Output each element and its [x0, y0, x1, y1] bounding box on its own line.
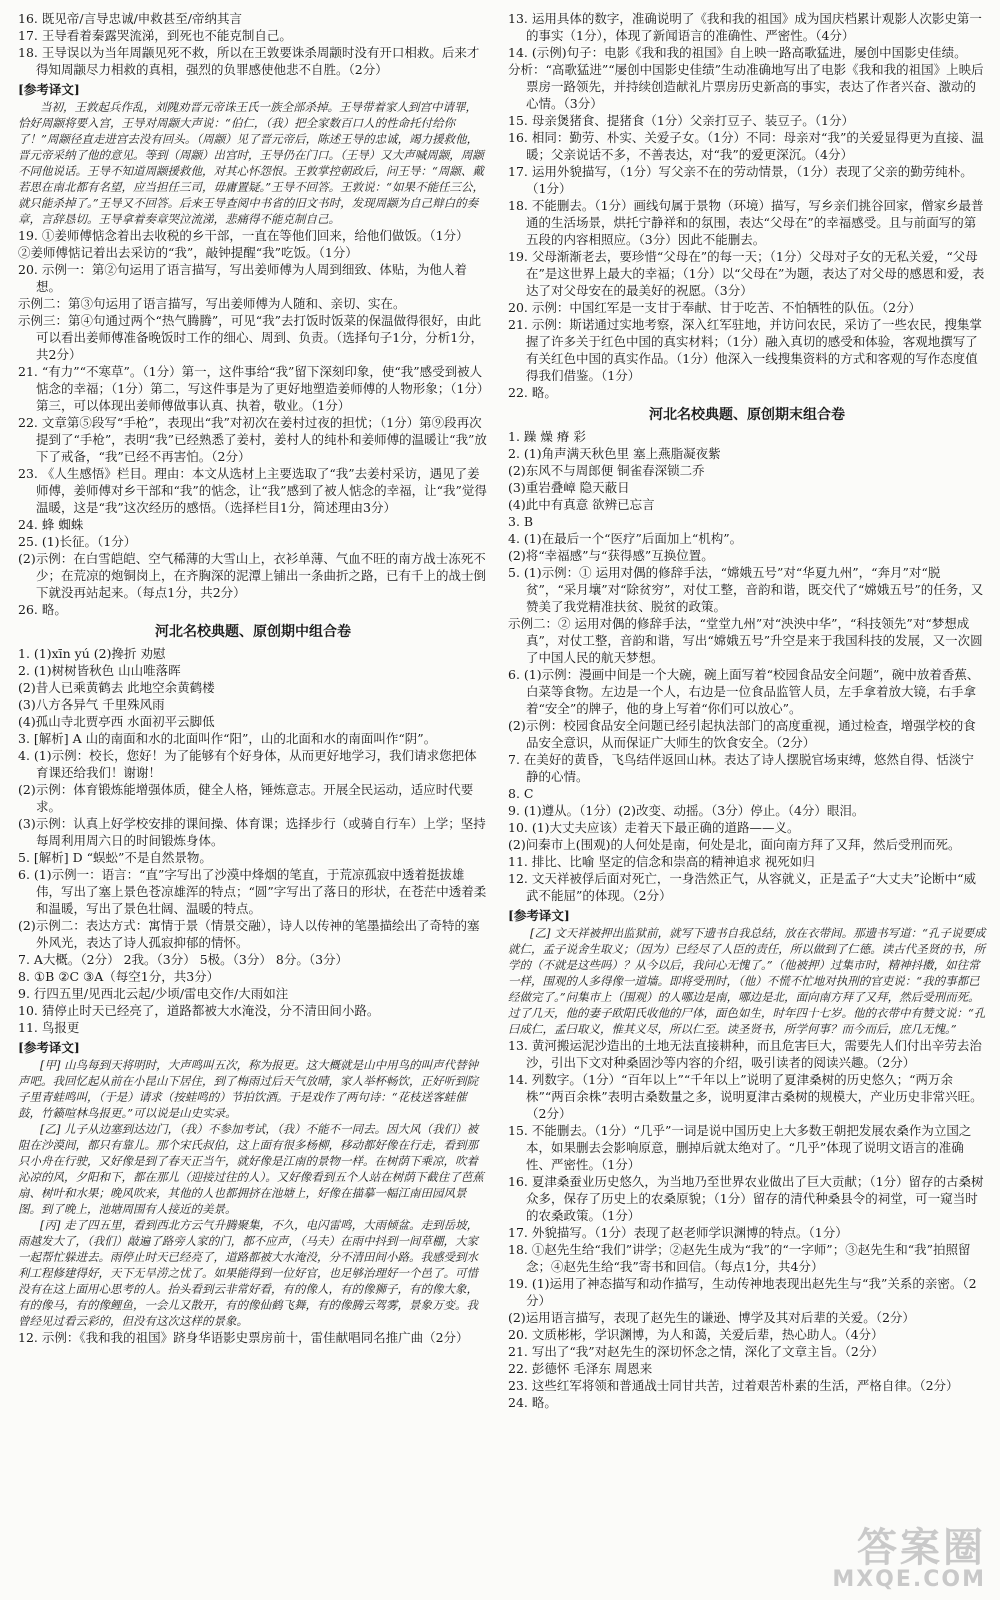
answer-item: 23. 《人生感悟》栏目。理由：本文从选材上主要选取了“我”去姜村采访，遇见了姜师傅，姜师傅对乡干部和“我”的惦念，让“我”感到了被人惦念的幸福，让“我”觉得温暖，这是“我”这次经历的感悟。（选择栏目1分，简述理由3分）: [18, 466, 487, 515]
answer-item: (2)东风不与周郎便 铜雀春深锁二乔: [508, 463, 705, 478]
answer-item: 7. A大概。（2分） 2我。（3分） 5极。（3分） 8分。（3分）: [18, 952, 349, 967]
answer-item: 17. 王导看着秦露哭流涕，到死也不能克制自己。: [18, 28, 292, 43]
watermark-line-1: 答案圈: [857, 1525, 986, 1571]
answer-item: 15. 不能删去。（1分）“几乎”一词是说中国历史上大多数王朝把发展农桑作为立国之本，如果删去会影响原意，删掉后就太绝对了。“几乎”体现了说明文语言的准确性、严密性。（1分）: [508, 1123, 972, 1172]
translation-paragraph: [甲] 山鸟每到天将明时，大声鸣叫五次，称为报更。这大概就是山中用鸟的叫声代替钟声吧。我回忆起从前在小昆山下居住，到了梅雨过后天气放晴，家人举杯畅饮，正好听到院子里青蛙鸣叫，（于是）请求（按蛙鸣的）节拍饮酒。于是戏作了两句诗：“花枝送客蛙催鼓，竹籁喧林鸟报更。”可以说是山史实录。: [18, 1058, 479, 1120]
answer-item: 19. ①姜师傅惦念着出去收税的乡干部，一直在等他们回来，给他们做饭。（1分）: [18, 228, 469, 243]
answer-item: 7. 在美好的黄昏，飞鸟结伴返回山林。表达了诗人摆脱官场束缚，悠然自得、恬淡宁静的心情。: [508, 752, 974, 784]
answer-item: 8. C: [508, 786, 534, 801]
answer-item: 22. 略。: [508, 385, 557, 400]
watermark-line-2: MXQE.COM: [832, 1567, 986, 1592]
right-items-mid: [508, 428, 986, 904]
answer-item: (3)八方各异气 千里殊风雨: [18, 697, 165, 712]
answer-item: 3. B: [508, 514, 534, 529]
answer-item: 5. (1)示例：① 运用对偶的修辞手法，“嫦娥五号”对“华夏九州”，“奔月”对“脱贫”，“采月壤”对“除贫穷”，对仗工整，音韵和谐，既交代了“嫦娥五号”的任务，又赞美了我党精准扶贫、脱贫的政策。: [508, 565, 984, 614]
translation-paragraph: [乙] 儿子从边塞到达边门，（我）不参加考试，（我）不能不一同去。因大风（我们）被阻在沙漠间，都只有靠儿。那个宋氏叔伯，这上面有很多杨柳，移动都好像在行走，看到那只小舟在行驶，又好像是到了春天正当午，就好像是江南的景物一样。在树荫下乘凉，吹着沁凉的风，夕阳和下，都在那儿（迎接过往的人）。又好像看到五个人站在树荫下截住了芭蕉扇、树叶和水果；晚风吹来，其他的人也都拥挤在池塘上，好像在描摹一幅江南田园风景图。到了晚上，池塘周围有人接近的美景。: [18, 1122, 484, 1216]
answer-item: 1. 躁 燥 瘠 彩: [508, 429, 586, 444]
answer-item: 13. 黄河搬运泥沙造出的土地无法直接耕种，而且危害巨大，需要先人们付出辛劳去治沙，引出下文对种桑固沙等内容的介绍，吸引读者的阅读兴趣。（2分）: [508, 1038, 982, 1070]
answer-item: 11. 鸟报更: [18, 1020, 80, 1035]
answer-item: 21. “有力”“不寒草”。（1分）第一，这件事给“我”留下深刻印象，使“我”感受到被人惦念的幸福；（1分）第二，写这件事是为了更好地塑造姜师傅的人物形象；（1分）第三，可以体现出姜师傅做事认真、执着，敬业。（1分）: [18, 364, 484, 413]
answer-item: (3)示例：认真上好学校安排的课间操、体育课；选择步行（或骑自行车）上学；坚持每周利用周六日的时间锻炼身体。: [18, 816, 486, 848]
answer-item: 分析：“高歌猛进”“屡创中国影史佳绩”生动准确地写出了电影《我和我的祖国》上映后票房一路领先，并持续创造献礼片票房历史新高的事实，表达了作者兴奋、激动的心情。（3分）: [508, 62, 984, 111]
answer-item: (2)示例：校园食品安全问题已经引起执法部门的高度重视，通过检查，增强学校的食品安全意识，从而保证广大师生的饮食安全。（2分）: [508, 718, 976, 750]
answer-item: (4)孤山寺北贾亭西 水面初平云脚低: [18, 714, 215, 729]
answer-item: 24. 蜂 蜘蛛: [18, 517, 84, 532]
answer-item: (2)运用语言描写，表现了赵先生的谦逊、博学及其对后辈的关爱。（2分）: [508, 1310, 915, 1325]
answer-item: 20. 示例一：第②句运用了语言描写，写出姜师傅为人周到细致、体贴，为他人着想。: [18, 262, 467, 294]
right-items-top: [508, 10, 986, 401]
translation-paragraph: [丙] 走了四五里，看到西北方云气升腾聚集，不久，电闪雷鸣，大雨倾盆。走到岳坡，雨越发大了，（我们）敲遍了路旁人家的门，都不应声，（马夫）在雨中抖到一间草棚，大家一起帮忙躲进去。雨停止时天已经亮了，道路都被大水淹没，分不清田间小路。我感受到水利工程修建得好，天下无旱涝之忧了。如果能得到一位好官，也足够治理好一个邑了。可惜没有在这上面用心思考的人。抬头看到云非常好看，有的像人，有的像狮子，有的像大象，有的像马，有的像鲤鱼，一会儿又散开，有的像仙鹤飞舞，有的像腾云驾雾，景象万变。我曾经见过看云彩的，但没有这次这样的景象。: [18, 1218, 479, 1328]
left-items-top: [18, 10, 488, 78]
answer-item: 16. 相同：勤劳、朴实、关爱子女。（1分）不同：母亲对“我”的关爱显得更为直接、温暖；父亲说话不多，不善表达，对“我”的爱更深沉。（4分）: [508, 130, 984, 162]
answer-item: 10. (1)大丈夫应该）走着天下最正确的道路——义。: [508, 820, 800, 835]
answer-item: 22. 彭德怀 毛泽东 周恩来: [508, 1361, 653, 1376]
answer-item: 19. (1)运用了神态描写和动作描写，生动传神地表现出赵先生与“我”关系的亲密。（2分）: [508, 1276, 977, 1308]
answer-item: 21. 写出了“我”对赵先生的深切怀念之情，深化了文章主旨。（2分）: [508, 1344, 884, 1359]
answer-item: 20. 文质彬彬，学识渊博，为人和蔼，关爱后辈，热心助人。（4分）: [508, 1327, 884, 1342]
answer-item: 10. 猜停止时天已经亮了，道路都被大水淹没，分不清田间小路。: [18, 1003, 380, 1018]
answer-item: (2)示例：体育锻炼能增强体质，健全人格，锤炼意志。开展全民运动，适应时代要求。: [18, 782, 474, 814]
answer-item: 13. 运用具体的数字，准确说明了《我和我的祖国》成为国庆档累计观影人次影史第一的事实（1分），体现了新闻语言的准确性、严密性。（4分）: [508, 11, 982, 43]
answer-item: 14. (示例)句子：电影《我和我的祖国》自上映一路高歌猛进，屡创中国影史佳绩。: [508, 45, 967, 60]
reference-translation-paras: [18, 1057, 488, 1329]
left-items-mid: [18, 227, 488, 618]
answer-item: 2. (1)角声满天秋色里 塞上燕脂凝夜紫: [508, 446, 721, 461]
answer-item: 3. [解析] A 山的南面和水的北面叫作“阳”，山的北面和水的南面叫作“阴”。: [18, 731, 437, 746]
answer-item: 18. 王导误以为当年周颛见死不救，所以在王敦要诛杀周颛时没有开口相救。后来才得知周颛尽力相救的真相，强烈的负罪感使他悲不自胜。（2分）: [18, 45, 480, 77]
answer-item: (2)示例二：表达方式：寓情于景（情景交融），诗人以传神的笔墨描绘出了奇特的塞外风光，表达了诗人孤寂抑郁的情怀。: [18, 918, 480, 950]
answer-item: 21. 示例：斯诺通过实地考察，深入红军驻地，并访问农民，采访了一些农民，搜集掌握了许多关于红色中国的真实材料；（1分）融入真切的感受和体验，客观地撰写了有关红色中国的真实作品。（1分）他深入一线搜集资料的方式和客观的写作态度值得我们借鉴。（1分）: [508, 317, 982, 383]
answer-item: 5. [解析] D “蜈蚣”不是自然景物。: [18, 850, 212, 865]
answer-item: 1. (1)xīn yú (2)搀折 劝慰: [18, 646, 166, 661]
answer-item: (2)示例：在白雪皑皑、空气稀薄的大雪山上，衣衫单薄、气血不旺的南方战士冻死不少；在荒凉的炮铜岗上，在齐胸深的泥潭上铺出一条曲折之路，已有千上的战士倒下就没再站起来。（每点1分，共2分）: [18, 551, 487, 600]
right-column: [508, 10, 986, 1411]
answer-item: 4. (1)示例：校长，您好！为了能够有个好身体，从而更好地学习，我们请求您把体育课还给我们！谢谢！: [18, 748, 477, 780]
answer-item: 8. ①B ②C ③A（每空1分，共3分）: [18, 969, 220, 984]
answer-item: 2. (1)树树皆秋色 山山唯落晖: [18, 663, 181, 678]
answer-item: 19. 父母渐渐老去，要珍惜“父母在”的每一天；（1分）父母对子女的无私关爱，“父母在”是这世界上最大的幸福；（1分）以“父母在”为题，表达了对父母的感恩和爱，表达了对父母安在的最美好的祝愿。（3分）: [508, 249, 985, 298]
answer-item: 17. 运用外貌描写，（1分）写父亲不在的劳动情景，（1分）表现了父亲的勤劳纯朴。（1分）: [508, 164, 973, 196]
answer-item: 示例三：第④句通过两个“热气腾腾”，可见“我”去打饭时饭菜的保温做得很好，由此可以看出姜师傅准备晚饭时工作的细心、周到、负责。（选择句子1分，分析1分，共2分）: [18, 313, 484, 362]
left-items-bottom: [18, 645, 488, 1036]
answer-item: 9. (1)遵从。（1分）(2)改变、动摇。（3分）停止。（4分）眼泪。: [508, 803, 865, 818]
answer-item: 示例二：② 运用对偶的修辞手法，“堂堂九州”对“泱泱中华”，“科技领先”对“梦想成真”，对仗工整，音韵和谐，写出“嫦娥五号”升空是来于我国科技的发展，又一次圆了中国人民的航天梦想。: [508, 616, 983, 665]
answer-item: 24. 略。: [508, 1395, 557, 1410]
answer-item: (2)昔人已乘黄鹤去 此地空余黄鹤楼: [18, 680, 215, 695]
reference-translation-header-3: [参考译文]: [508, 908, 570, 923]
answer-item: 12. 文天祥被俘后面对死亡，一身浩然正气，从容就义，正是孟子“大丈夫”论断中“威武不能屈”的体现。（2分）: [508, 871, 977, 903]
section-title-final: 河北名校典题、原创期末组合卷: [649, 407, 845, 423]
answer-item: 6. (1)示例一：语言：“直”字写出了沙漠中烽烟的笔直，于荒凉孤寂中透着挺拔雄伟，写出了塞上景色苍凉雄浑的特点；“圆”字写出了落日的形状，在苍茫中透着柔和温暖，写出了景色壮阔、温暖的特点。: [18, 867, 487, 916]
answer-item: 示例二：第③句运用了语言描写，写出姜师傅为人随和、亲切、实在。: [18, 296, 406, 311]
answer-item: 18. ①赵先生给“我们”讲学；②赵先生成为“我”的“一字师”；③赵先生和“我”拍照留念；④赵先生给“我”寄书和回信。（每点1分，共4分）: [508, 1242, 971, 1274]
answer-item: 11. 排比、比喻 坚定的信念和崇高的精神追求 视死如归: [508, 854, 815, 869]
answer-item: (2)问秦市上(围观)的人何处是南，何处是北，面向南方拜了又拜，然后受刑而死。: [508, 837, 961, 852]
answer-item: (4)此中有真意 欲辨已忘言: [508, 497, 655, 512]
answer-item: 18. 不能删去。（1分）画线句属于景物（环境）描写，写乡亲们挑谷回家，僧家乡最普通的生活场景，烘托宁静祥和的氛围，表达“父母在”的幸福感受。且与前面写的第五段的内容相照应。（3分）因此不能删去。: [508, 198, 984, 247]
answer-item: 20. 示例：中国红军是一支甘于奉献、甘于吃苦、不怕牺牲的队伍。（2分）: [508, 300, 922, 315]
answer-item: 9. 行四五里/见西北云起/少顷/雷电交作/大雨如注: [18, 986, 289, 1001]
section-title-midterm: 河北名校典题、原创期中组合卷: [155, 624, 351, 640]
reference-translation-text: 当初，王敦起兵作乱，刘隗劝晋元帝诛王氏一族全部杀掉。王导带着家人到宫中请罪，恰好周颛将要入宫，王导对周颛大声说：“伯仁，（我）把全家数百口人的性命托付给你了！”周颛径直走进宫去没有回头。（周颛）见了晋元帝后，陈述王导的忠诚，竭力援救他，晋元帝采纳了他的意见。等到（周颛）出宫时，王导仍在门口。（王导）又大声喊周颛，周颛不同他说话。王导不知道周颛援救他，对其心怀怨恨。王敦掌控朝政后，问王导：“周颛、戴若思在南北都有名望，应当担任三司，毋庸置疑。”王导不回答。王敦说：“如果不能任三公，就只能杀掉了。”王导又不回答。后来王导查阅中书省的旧文书时，发现周颛为自己辩白的奏章，言辞恳切。王导拿着奏章哭泣流涕，悲痛得不能克制自己。: [18, 100, 485, 226]
answer-item: 23. 这些红军将领和普通战士同甘共苦，过着艰苦朴素的生活，严格自律。（2分）: [508, 1378, 959, 1393]
right-items-bottom: [508, 1037, 986, 1411]
left-column: [18, 10, 488, 1346]
answer-item: 4. (1)在最后一个“医疗”后面加上“机构”。: [508, 531, 743, 546]
reference-translation-text-3: [乙] 文天祥被押出监狱前，就写下遗书自我总结，放在衣带间。那遗书写道：“孔子说要成就仁，孟子说舍生取义；（因为）已经尽了人臣的责任，所以做到了仁德。读古代圣贤的书，所学的（不就是这些吗）？从今以后，我问心无愧了。”（他被押）过集市时，精神抖擞，如往常一样，围观的人多得像一道墙。即将受刑时，（他）不慌不忙地对执刑的官吏说：“我的事都已经做完了。”问集市上（围观）的人哪边是南，哪边是北，面向南方拜了又拜，然后受刑而死。过了几天，他的妻子欧阳氏收他的尸体，面色如生，时年四十七岁。他的衣带中有赞文说：“孔曰成仁，孟曰取义，惟其义尽，所以仁至。读圣贤书，所学何事？而今而后，庶几无愧。”: [508, 926, 986, 1036]
answer-item: 22. 文章第⑤段写“手枪”，表现出“我”对初次在姜村过夜的担忧；（1分）第⑨段再次提到了“手枪”，表明“我”已经熟悉了姜村，姜村人的纯朴和姜师傅的温暖让“我”放下了戒备，“我”已经不再害怕。（2分）: [18, 415, 487, 464]
answer-item: 25. (1)长征。（1分）: [18, 534, 137, 549]
answer-item: 15. 母亲煲猪食、提猪食（1分）父亲打豆子、装豆子。（1分）: [508, 113, 855, 128]
answer-item: 26. 略。: [18, 602, 67, 617]
answer-item: (2)将“幸福感”与“获得感”互换位置。: [508, 548, 714, 563]
answer-item: (3)重岩叠嶂 隐天蔽日: [508, 480, 630, 495]
reference-translation-header: [参考译文]: [18, 82, 80, 97]
answer-item: 16. 既见帝/言导忠诚/申救甚至/帝纳其言: [18, 11, 242, 26]
answer-item: 17. 外貌描写。（1分）表现了赵老师学识渊博的特点。（1分）: [508, 1225, 848, 1240]
answer-item: 16. 夏津桑蚕业历史悠久，为当地乃至世界农业做出了巨大贡献；（1分）留存的古桑树众多，保存了历史上的农桑原貌；（1分）留存的清代种桑县令的祠堂，可一窥当时的农桑政策。（1分）: [508, 1174, 984, 1223]
answer-item-12: 12. 示例：《我和我的祖国》跻身华语影史票房前十，雷佳献唱同名推广曲（2分）: [18, 1330, 469, 1345]
answer-item: ②姜师傅惦记着出去采访的“我”，敲钟提醒“我”吃饭。（1分）: [18, 245, 358, 260]
reference-translation-header-2: [参考译文]: [18, 1040, 80, 1055]
answer-item: 14. 列数字。（1分）“百年以上”“千年以上”说明了夏津桑树的历史悠久；“两万余株”“两百余株”表明古桑数量之多，说明夏津古桑树的规模大，产业历史非常兴旺。（2分）: [508, 1072, 983, 1121]
watermark-logo: [832, 1516, 986, 1592]
answer-item: 6. (1)示例：漫画中间是一个大碗，碗上面写着“校园食品安全问题”，碗中放着香蕉、白菜等食物。左边是一个人，右边是一位食品监管人员，左手拿着放大镜，右手拿着“安全”的牌子，他的身上写着“你们可以放心”。: [508, 667, 980, 716]
